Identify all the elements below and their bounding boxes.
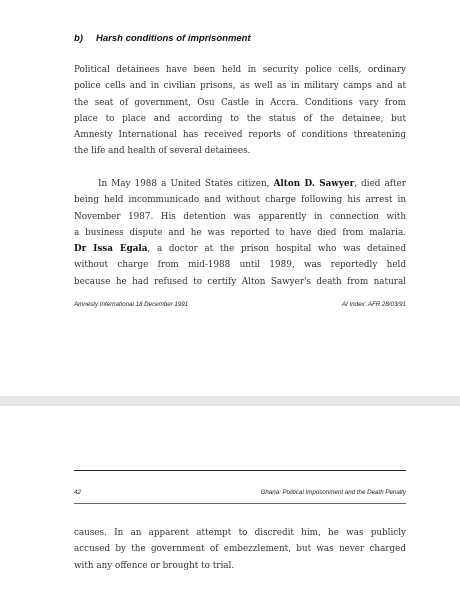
footer-right: AI Index: AFR 28/03/91 — [341, 301, 406, 308]
text-run: In May 1988 a United States citizen, — [98, 179, 274, 189]
paragraph-conditions — [74, 62, 406, 160]
text-line: Amnesty International has received reports of conditions threatening — [74, 130, 406, 141]
text-line: accused by the government of embezzlement, but was never charged — [74, 544, 406, 555]
text-line: because he had refused to certify Alton Sawyer's death from natural — [74, 276, 406, 287]
text-line — [74, 241, 406, 257]
text-line: police cells and in civilian prisons, as well as in military camps and at — [74, 81, 406, 92]
header-rule — [74, 470, 406, 471]
text-line: Political detainees have been held in security police cells, ordinary — [74, 65, 406, 75]
paragraph-causes — [74, 525, 406, 574]
running-title: Ghana: Political Imprisonment and the Death Penalty — [260, 489, 406, 496]
text-line: with any offence or brought to trial. — [74, 560, 235, 571]
text-line: November 1987. His detention was apparently in connection with — [74, 211, 406, 222]
header-underline — [74, 503, 406, 504]
text-line — [74, 176, 406, 192]
text-line: being held incommunicado and without charge following his arrest in — [74, 195, 406, 206]
page-number: 42 — [74, 489, 81, 496]
text-line: without charge from mid-1988 until 1989, was reportedly held — [74, 260, 406, 271]
paragraph-sawyer — [74, 176, 406, 290]
section-heading — [74, 33, 251, 44]
text-line: the seat of government, Osu Castle in Accra. Conditions vary from — [74, 97, 406, 108]
section-title: Harsh conditions of imprisonment — [96, 33, 251, 44]
footer-left: Amnesty International 18 December 1991 — [74, 301, 189, 308]
section-number: b) — [74, 33, 83, 44]
text-line: a business dispute and he was reported to have died from malaria. — [74, 227, 406, 238]
text-line: causes. In an apparent attempt to discredit him, he was publicly — [74, 528, 406, 538]
name-issa-egala: Dr Issa Egala — [74, 244, 148, 255]
text-line: place to place and according to the status of the detainee, but — [74, 113, 406, 124]
text-line: the life and health of several detainees. — [74, 146, 251, 157]
text-run: , a doctor at the prison hospital who was detained — [147, 244, 406, 255]
page-separator — [0, 396, 460, 406]
name-alton-sawyer: Alton D. Sawyer — [273, 179, 355, 189]
page-lower — [0, 406, 460, 595]
text-run: , died after — [354, 179, 406, 189]
